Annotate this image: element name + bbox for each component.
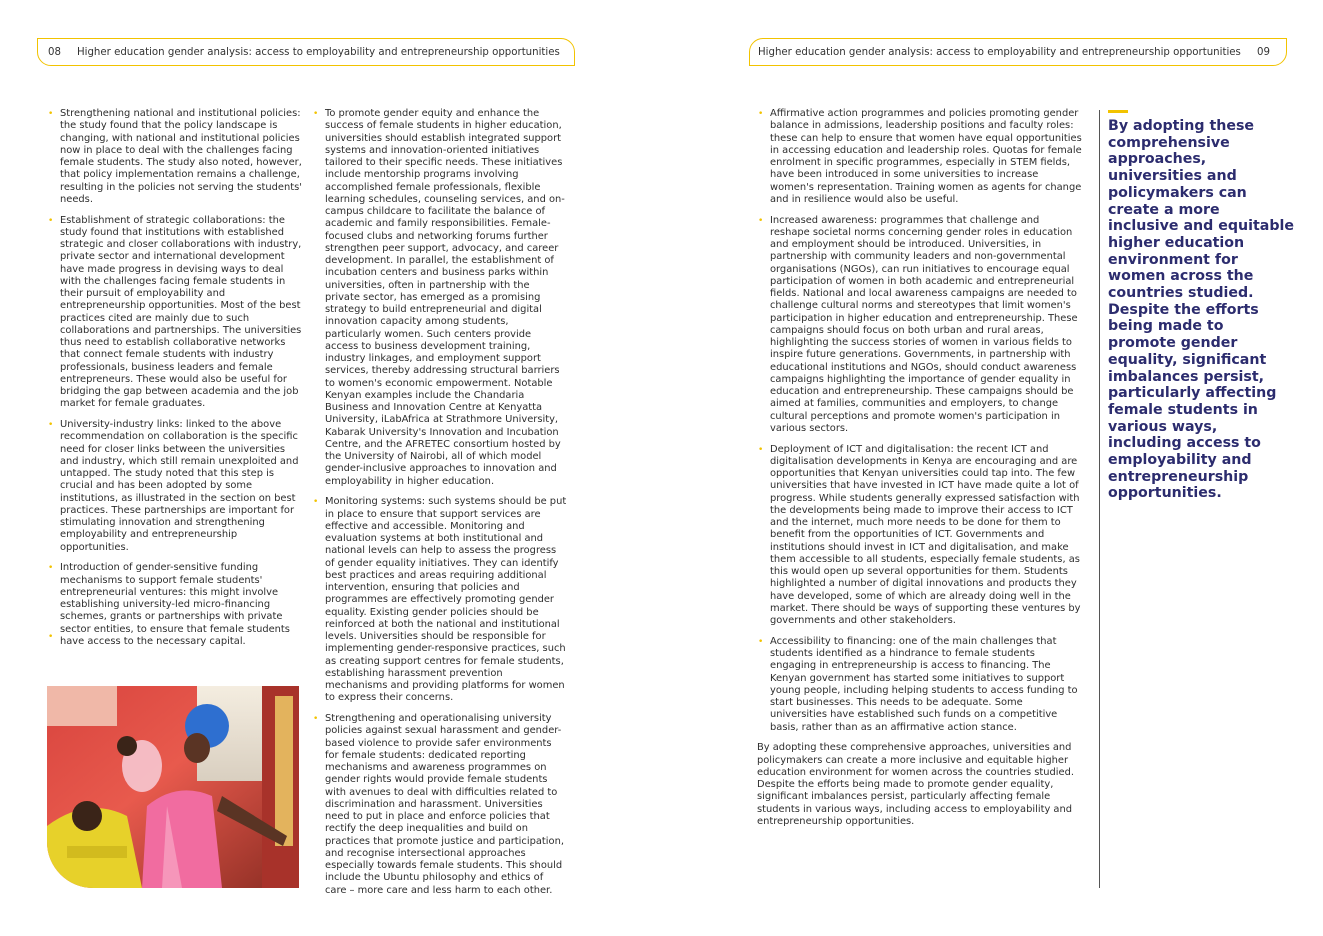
bullet-list xyxy=(757,108,1082,734)
closing-paragraph: By adopting these comprehensive approaches, universities and policymakers can create a more inclusive and equitable higher education environment for women across the countries studied. Despite the efforts being made to promote gender equality, significant imbalances persist, particularly affecting female students in various ways, including access to employability and entrepreneurship opportunities. xyxy=(757,742,1075,827)
bullet-marker: • xyxy=(48,632,54,642)
list-item: • Accessibility to financing: one of the main challenges that students identified as a hindrance to female students engaging in entrepreneurship is access to financing. The Kenyan government has started some initiatives to support young people, including helping students to access funding to start businesses. This needs to be adequate. Some universities have established such funds on a competitive basis, rather than as an affirmative action stance. xyxy=(757,636,1082,734)
list-item: • Monitoring systems: such systems should be put in place to ensure that support services are effective and accessible. Monitoring and evaluation systems at both institutional and national levels can help to assess the progress of gender equality initiatives. They can identify best practices and areas requiring additional intervention, ensuring that policies and programmes are effectively promoting gender equality. Existing gender policies should be reinforced at both the national and institutional levels. Universities should be responsible for implementing gender-responsive practices, such as creating support centres for female students, establishing harassment prevention mechanisms and providing platforms for women to express their concerns. xyxy=(312,496,567,704)
list-item: • Deployment of ICT and digitalisation: the recent ICT and digitalisation developments in Kenya are encouraging and are opportunities that Kenyan universities could tap into. The few universities that have invested in ICT have made quite a lot of progress. While students generally expressed satisfaction with the developments being made to improve their access to ICT and the internet, much more needs to be done for them to benefit from the opportunities of ICT. Governments and institutions should invest in ICT and digitalisation, and make them accessible to all students, especially female students, as this would open up several opportunities for them. Students highlighted a number of digital innovations and products they have developed, some of which are already doing well in the market. There should be ways of supporting these ventures by governments and other stakeholders. xyxy=(757,444,1082,628)
running-title-right: Higher education gender analysis: access to employability and entrepreneurship opportunities xyxy=(758,46,1241,58)
accent-bar xyxy=(1108,110,1128,113)
list-item: • Affirmative action programmes and policies promoting gender balance in admissions, leadership positions and faculty roles: these can help to ensure that women have equal opportunities in accessing education and leadership roles. Quotas for female enrolment in specific programmes, especially in STEM fields, have been introduced in some universities to increase women's representation. Training women as agents for change and in resilience would also be useful. xyxy=(757,108,1082,206)
bullet-list xyxy=(47,108,302,648)
students-photo xyxy=(47,686,299,888)
text-column-1 xyxy=(47,108,302,657)
vertical-divider xyxy=(1099,110,1100,888)
pull-quote: By adopting these comprehensive approaches, universities and policymakers can create a more inclusive and equitable higher education environment for women across the countries studied. Despite the efforts being made to promote gender equality, significant imbalances persist, particularly affecting female students in various ways, including access to employability and entrepreneurship opportunities. xyxy=(1108,118,1294,502)
list-item: • Strengthening national and institutional policies: the study found that the policy landscape is changing, with national and institutional policies now in place to deal with the challenges facing female students. The study also noted, however, that policy implementation remains a challenge, resulting in the policies not serving the students' needs. xyxy=(47,108,302,206)
list-item: • Strengthening and operationalising university policies against sexual harassment and gender-based violence to provide safer environments for female students: dedicated reporting mechanisms and awareness programmes on gender rights would provide female students with avenues to deal with difficulties related to discrimination and harassment. Universities need to put in place and enforce policies that rectify the deep inequalities and build on practices that promote justice and participation, and recognise intersectional approaches especially towards female students. This should include the Ubuntu philosophy and ethics of care – more care and less harm to each other. xyxy=(312,713,567,897)
list-item: • Establishment of strategic collaborations: the study found that institutions with established strategic and closer collaborations with industry, private sector and international development have made progress in devising ways to deal with the challenges facing female students in their pursuit of employability and entrepreneurship opportunities. Most of the best practices cited are mainly due to such collaborations and partnerships. The universities thus need to establish collaborative networks that connect female students with industry professionals, business leaders and female entrepreneurs. These would also be useful for bridging the gap between academia and the job market for female graduates. xyxy=(47,215,302,411)
text-column-2 xyxy=(312,108,567,905)
list-item: • University-industry links: linked to the above recommendation on collaboration is the specific need for closer links between the universities and industry, which still remain unexploited and untapped. The study noted that this step is crucial and has been adopted by some institutions, as illustrated in the section on best practices. These partnerships are important for stimulating innovation and strengthening employability and entrepreneurship opportunities. xyxy=(47,419,302,554)
list-item: • Introduction of gender-sensitive funding mechanisms to support female students' entrepreneurial ventures: this might involve establishing university-led micro-financing schemes, grants or partnerships with private sector entities, to ensure that female students have access to the necessary capital. xyxy=(47,562,302,648)
list-item: • Increased awareness: programmes that challenge and reshape societal norms concerning gender roles in education and employment should be introduced. Universities, in partnership with community leaders and non-governmental organisations (NGOs), can run initiatives to encourage equal participation of women in both academic and entrepreneurial fields. National and local awareness campaigns are needed to challenge cultural norms and stereotypes that limit women's participation in higher education and entrepreneurship. These campaigns should focus on both urban and rural areas, highlighting the success stories of women in various fields to inspire future generations. Governments, in partnership with educational institutions and NGOs, should conduct awareness campaigns highlighting the importance of gender equality in education and entrepreneurship. These campaigns should be aimed at families, communities and employers, to change cultural perceptions and promote women's participation in various sectors. xyxy=(757,215,1082,436)
running-title-left: Higher education gender analysis: access to employability and entrepreneurship opportunities xyxy=(76,46,560,58)
page-number-left: 08 xyxy=(48,46,61,58)
bullet-list xyxy=(312,108,567,897)
page-header-left xyxy=(37,38,575,66)
page-header-right xyxy=(749,38,1287,66)
page-number-right: 09 xyxy=(1257,46,1270,58)
list-item: • To promote gender equity and enhance the success of female students in higher education, universities should establish integrated support systems and innovation-oriented initiatives tailored to their specific needs. These initiatives include mentorship programs involving accomplished female professionals, flexible learning schedules, counseling services, and on-campus childcare to facilitate the balance of academic and family responsibilities. Female-focused clubs and networking forums further strengthen peer support, advocacy, and career development. In parallel, the establishment of incubation centers and business parks within universities, often in partnership with the private sector, has emerged as a promising strategy to build entrepreneurial and digital innovation capacity among students, particularly women. Such centers provide access to business development training, industry linkages, and employment support services, thereby addressing structural barriers to women's economic empowerment. Notable Kenyan examples include the Chandaria Business and Innovation Centre at Kenyatta University, iLabAfrica at Strathmore University, Kabarak University's Innovation and Incubation Centre, and the AFRETEC consortium hosted by the University of Nairobi, all of which model gender-inclusive approaches to innovation and employability in higher education. xyxy=(312,108,567,488)
photo-illustration xyxy=(47,686,299,888)
text-column-3 xyxy=(757,108,1082,828)
